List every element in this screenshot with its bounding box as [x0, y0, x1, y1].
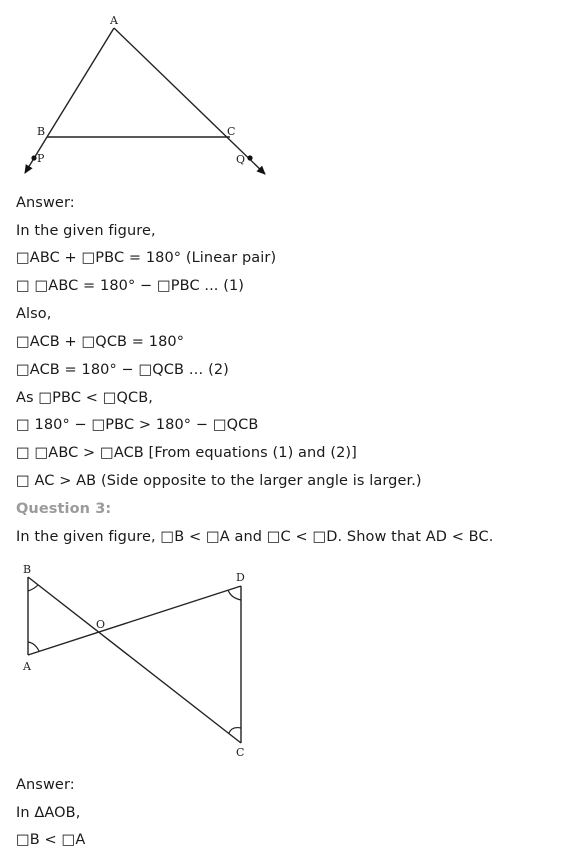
angle-c-arc — [229, 728, 241, 733]
label-p: P — [37, 152, 45, 165]
segment-ad — [28, 586, 241, 655]
label-q: Q — [236, 153, 246, 166]
question-3-text: In the given figure, □B < □A and □C < □D. Show that AD < BC. — [16, 529, 494, 545]
triangle-abc-figure — [0, 0, 300, 185]
solution-line: □ AC > AB (Side opposite to the larger angle is larger.) — [16, 473, 422, 489]
solution-line: □ □ABC > □ACB [From equations (1) and (2)] — [16, 445, 357, 461]
segment-bc — [28, 577, 241, 743]
solution-line: As □PBC < □QCB, — [16, 390, 154, 406]
label-c: C — [227, 125, 236, 138]
answer-label-2: Answer: — [16, 777, 75, 793]
solution-line: □ □ABC = 180° − □PBC ... (1) — [16, 278, 245, 294]
label-o: O — [96, 618, 106, 631]
label-a: A — [110, 14, 118, 27]
solution-line: Also, — [16, 306, 52, 322]
angle-a-arc — [28, 642, 39, 651]
solution-line: □ 180° − □PBC > 180° − □QCB — [16, 417, 259, 433]
quadrilateral-figure — [0, 560, 300, 765]
solution-line: In ΔAOB, — [16, 805, 81, 821]
label-a: A — [23, 660, 31, 673]
solution-line: □ACB = 180° − □QCB … (2) — [16, 362, 229, 378]
angle-b-arc — [28, 585, 38, 591]
solution-line: □ACB + □QCB = 180° — [16, 334, 185, 350]
label-b: B — [23, 563, 32, 576]
solution-line: □B < □A — [16, 832, 86, 848]
side-ab — [47, 28, 114, 137]
solution-line: In the given figure, — [16, 223, 156, 239]
solution-line: □ABC + □PBC = 180° (Linear pair) — [16, 250, 277, 266]
point-p — [31, 155, 36, 160]
point-q — [247, 155, 252, 160]
label-b: B — [37, 125, 46, 138]
answer-label-1: Answer: — [16, 195, 75, 211]
question-3-heading: Question 3: — [16, 501, 112, 517]
label-c: C — [236, 746, 245, 759]
label-d: D — [236, 571, 245, 584]
angle-d-arc — [228, 590, 241, 600]
